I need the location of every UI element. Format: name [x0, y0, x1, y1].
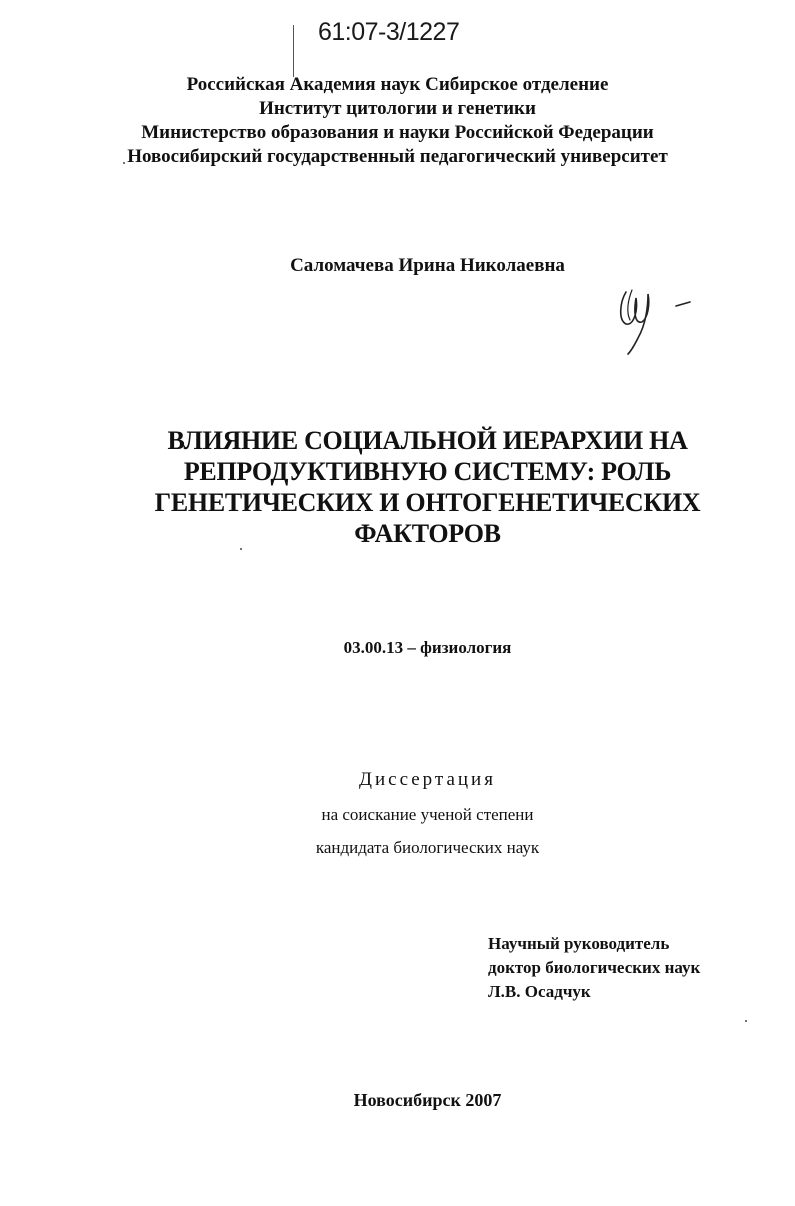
degree-line-1: на соискание ученой степени	[321, 805, 534, 824]
title-line: ГЕНЕТИЧЕСКИХ И ОНТОГЕНЕТИЧЕСКИХ	[154, 488, 701, 517]
dissertation-title	[0, 425, 795, 549]
author-name: Саломачева Ирина Николаевна	[290, 255, 565, 276]
degree-line-2: кандидата биологических наук	[315, 838, 540, 857]
scan-speck	[240, 548, 242, 550]
dissertation-type: Диссертация	[359, 769, 496, 790]
scan-speck	[745, 1020, 747, 1022]
scan-speck	[123, 162, 125, 164]
institution-line: Российская Академия наук Сибирское отделение	[186, 74, 609, 95]
stamp-tick-mark	[293, 25, 294, 77]
title-line: РЕПРОДУКТИВНУЮ СИСТЕМУ: РОЛЬ	[183, 457, 672, 486]
specialty-code: 03.00.13 – физиология	[343, 638, 512, 657]
supervisor-block	[488, 932, 700, 1004]
institutions-block	[0, 73, 795, 169]
signature-icon	[612, 280, 702, 360]
institution-line: Институт цитологии и генетики	[259, 98, 536, 119]
institution-line: Министерство образования и науки Российской Федерации	[141, 122, 654, 143]
supervisor-name: Л.В. Осадчук	[488, 982, 591, 1001]
title-line: ФАКТОРОВ	[354, 519, 501, 548]
city-year: Новосибирск 2007	[353, 1090, 502, 1110]
supervisor-role: Научный руководитель	[488, 934, 670, 953]
supervisor-degree: доктор биологических наук	[488, 958, 701, 977]
archive-stamp-number: 61:07-3/1227	[318, 18, 460, 46]
title-line: ВЛИЯНИЕ СОЦИАЛЬНОЙ ИЕРАРХИИ НА	[167, 426, 688, 455]
institution-line: Новосибирский государственный педагогический университет	[127, 146, 668, 167]
